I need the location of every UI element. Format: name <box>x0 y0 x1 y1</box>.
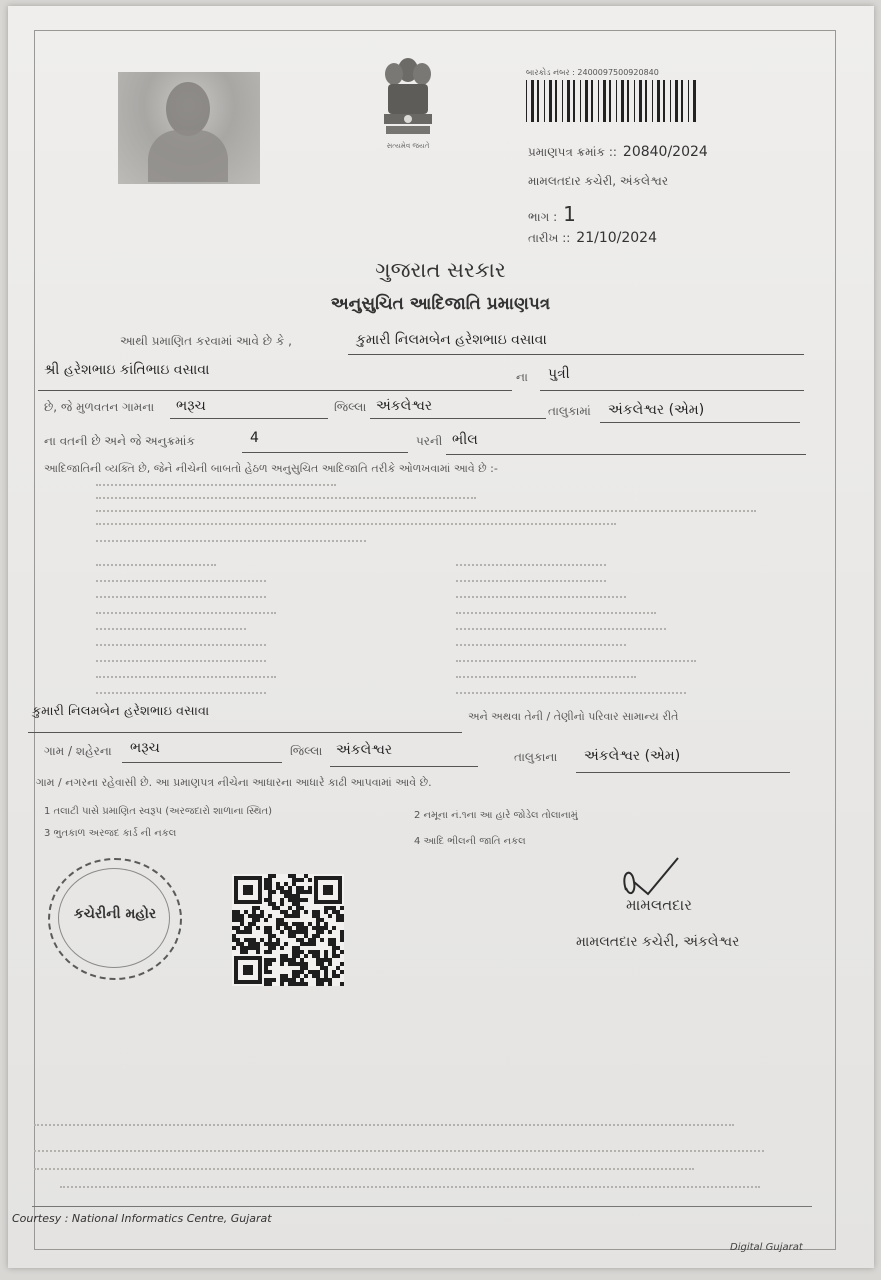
issue-date: 21/10/2024 <box>576 230 657 246</box>
district2: અંકલેશ્વર <box>336 742 393 758</box>
tribe-text: આદિજાતિની વ્યક્તિ છે, જેને નીચેની બાબતો હેઠળ અનુસુચિત આદિજાતિ તરીકે ઓળખવામાં આવે છે :- <box>44 462 498 475</box>
document-item: 1 તલાટી પાસે પ્રમાણિત સ્વરૂપ (અરજદારો શાળાના સ્થિત) <box>44 806 273 817</box>
underline <box>540 390 804 391</box>
tribe: ભીલ <box>452 432 478 448</box>
footer-divider <box>32 1206 812 1207</box>
signatory-title: મામલતદાર <box>626 896 692 914</box>
sheet-label: ભાગ : <box>528 210 558 224</box>
date-row <box>528 230 657 246</box>
document-item: 4 આદિ ભીલની જાતિ નકલ <box>414 836 526 847</box>
underline <box>330 766 478 767</box>
taluka-label: તાલુકામાં <box>548 404 591 418</box>
date-label: તારીખ :: <box>528 231 571 245</box>
underline <box>38 390 512 391</box>
certificate-number-label: પ્રમાણપત્ર ક્રમાંક :: <box>528 145 617 159</box>
underline <box>370 418 546 419</box>
basis-text: ગામ / નગરના રહેવાસી છે. આ પ્રમાણપત્ર નીચેના આધારના આધારે કાઢી આપવામાં આવે છે. <box>36 776 432 789</box>
underline <box>348 354 804 355</box>
father-name: શ્રી હરેશભાઇ કાંતિભાઇ વસાવા <box>44 362 210 378</box>
district: અંકલેશ્વર <box>376 398 433 414</box>
sheet-value: 1 <box>563 202 576 226</box>
underline <box>446 454 806 455</box>
certificate-number: 20840/2024 <box>622 144 708 160</box>
certificate-title: અનુસુચિત આદિજાતિ પ્રમાણપત્ર <box>330 294 551 314</box>
taluka2: અંકલેશ્વર (એમ) <box>584 748 681 764</box>
emblem-caption: સત્યમેવ જયતે <box>386 142 430 150</box>
taluka: અંકલેશ્વર (એમ) <box>608 402 705 418</box>
seal-text: કચેરીની મહોર <box>73 906 157 922</box>
taluka2-label: તાલુકાના <box>514 750 558 764</box>
family-text: અને અથવા તેની / તેણીનો પરિવાર સામાન્ય રીતે <box>468 710 679 723</box>
relation-label: ના <box>516 370 528 384</box>
applicant-name: કુમારી નિલમબેન હરેશભાઇ વસાવા <box>356 332 547 348</box>
digital-gujarat-text: Digital Gujarat <box>730 1242 803 1253</box>
government-title: ગુજરાત સરકાર <box>375 258 506 282</box>
underline <box>28 732 462 733</box>
underline <box>242 452 408 453</box>
qr-code[interactable] <box>232 874 344 986</box>
courtesy-text: Courtesy : National Informatics Centre, Gujarat <box>12 1212 272 1225</box>
underline <box>122 762 282 763</box>
photo-shoulders <box>148 130 228 182</box>
photo-face <box>166 82 210 136</box>
serial-number: 4 <box>250 430 259 446</box>
tribe-label: પરની <box>416 434 443 448</box>
resident-label: છે, જે મુળવતન ગામના <box>44 400 155 414</box>
national-emblem-icon <box>372 52 444 152</box>
certificate-number-row <box>528 144 708 160</box>
relation: પુત્રી <box>548 366 570 382</box>
underline <box>170 418 328 419</box>
document-item: 2 નમૂના નં.૧ના આ હારે જોડેલ તોલાનામું <box>414 810 578 821</box>
certify-label: આથી પ્રમાણિત કરવામાં આવે છે કે , <box>120 334 292 348</box>
village: ભરૂચ <box>176 398 206 414</box>
serial-label: ના વતની છે અને જે અનુક્રમાંક <box>44 434 195 448</box>
barcode-number: બારકોડ નંબર : 2400097500920840 <box>526 68 659 77</box>
certificate-border <box>34 30 836 1250</box>
underline <box>600 422 800 423</box>
district2-label: જિલ્લા <box>290 744 323 758</box>
district-label: જિલ્લા <box>334 400 367 414</box>
declared-name: કુમારી નિલમબેન હરેશભાઇ વસાવા <box>32 704 210 719</box>
barcode <box>524 80 702 122</box>
certificate-sheet <box>8 6 874 1268</box>
underline <box>576 772 790 773</box>
issuing-office: મામલતદાર કચેરી, અંકલેશ્વર <box>528 174 669 188</box>
village2: ભરૂચ <box>130 740 160 756</box>
sheet-row <box>528 202 576 226</box>
signatory-office: મામલતદાર કચેરી, અંકલેશ્વર <box>576 934 740 950</box>
village2-label: ગામ / શહેરના <box>44 744 112 758</box>
document-item: 3 ભુતકાળ અરજદ કાર્ડ ની નકલ <box>44 828 177 839</box>
office-seal <box>48 858 182 980</box>
applicant-photo <box>118 72 260 184</box>
